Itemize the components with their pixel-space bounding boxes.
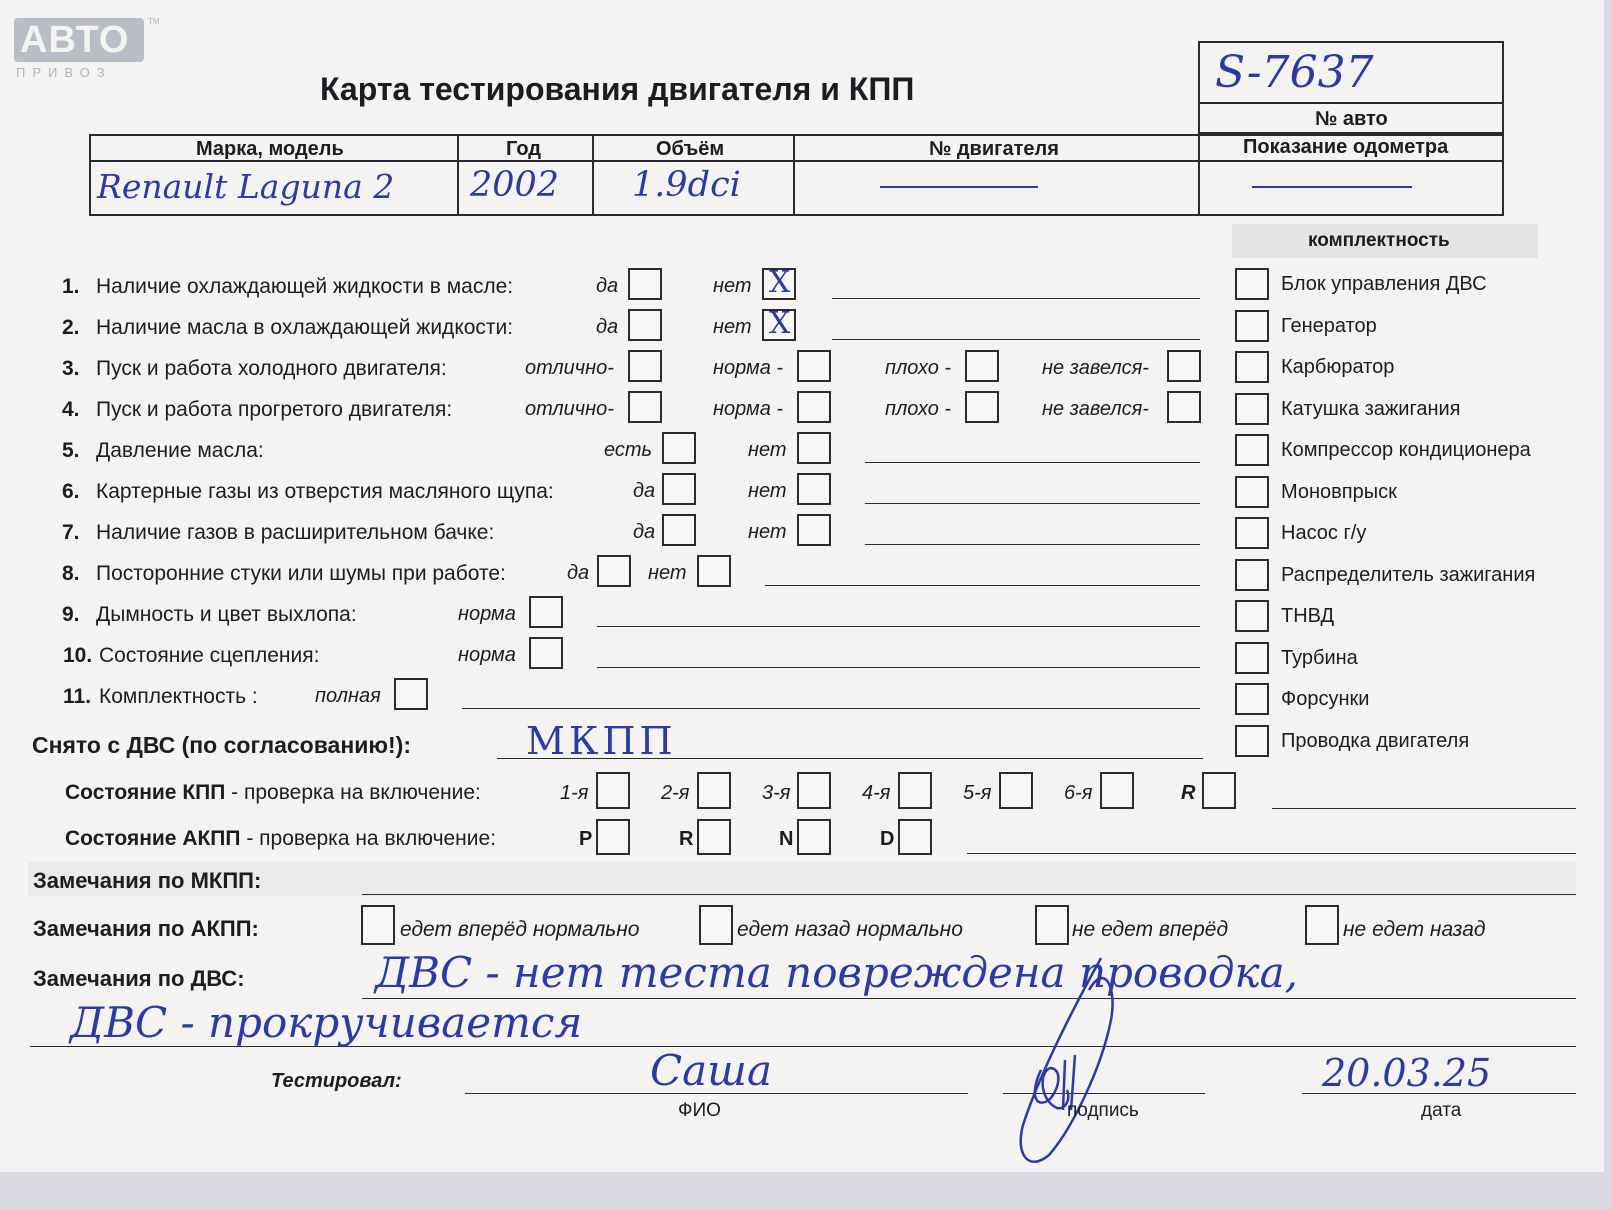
gear-label: 5-я bbox=[963, 782, 992, 804]
kpp-label-bold: Состояние КПП bbox=[65, 781, 226, 804]
option-checkbox[interactable] bbox=[628, 268, 662, 300]
item-label: Дымность и цвет выхлопа: bbox=[96, 603, 357, 626]
item-label: Картерные газы из отверстия масляного щупа: bbox=[96, 480, 554, 503]
option-label: полная bbox=[315, 685, 381, 707]
kit-checkbox[interactable] bbox=[1235, 600, 1269, 632]
kit-item-label: ТНВД bbox=[1281, 605, 1335, 627]
option-label: не завелся- bbox=[1042, 357, 1149, 379]
gear-checkbox[interactable] bbox=[999, 772, 1033, 809]
engine-number-dash bbox=[880, 186, 1038, 188]
akpp-mode-label: D bbox=[880, 828, 895, 850]
option-label: да bbox=[633, 521, 656, 543]
akpp-mode-label: P bbox=[579, 828, 593, 850]
kit-item-label: Насос г/у bbox=[1281, 522, 1367, 544]
header-value-volume: 1.9dci bbox=[632, 165, 741, 205]
option-checkbox[interactable] bbox=[797, 473, 831, 505]
option-label: да bbox=[596, 275, 619, 297]
gear-checkbox[interactable] bbox=[596, 772, 630, 809]
odometer-dash bbox=[1252, 186, 1412, 188]
item-answer-line bbox=[832, 339, 1200, 340]
option-label: отлично- bbox=[525, 357, 614, 379]
remarks-dvs-text-2: ДВС - прокручивается bbox=[70, 998, 583, 1047]
option-checkbox[interactable] bbox=[762, 306, 796, 341]
header-col-odometer: Показание одометра bbox=[1243, 136, 1449, 158]
akpp-remark-checkbox[interactable] bbox=[361, 905, 395, 945]
car-number-value: S-7637 bbox=[1215, 47, 1374, 98]
item-number: 4. bbox=[62, 398, 80, 421]
kit-item-label: Генератор bbox=[1281, 314, 1377, 337]
signature-image bbox=[1005, 950, 1145, 1170]
option-label: норма - bbox=[713, 398, 784, 420]
item-answer-line bbox=[765, 585, 1200, 586]
header-value-model: Renault Laguna 2 bbox=[97, 167, 395, 206]
item-label: Наличие масла в охлаждающей жидкости: bbox=[96, 316, 514, 339]
kit-checkbox[interactable] bbox=[1235, 725, 1269, 757]
akpp-remark-label: едет назад нормально bbox=[737, 918, 963, 941]
logo-tm: TM bbox=[148, 17, 160, 26]
item-label: Давление масла: bbox=[96, 439, 264, 462]
tested-label: Тестировал: bbox=[271, 1070, 402, 1092]
akpp-remark-label: не едет вперёд bbox=[1072, 918, 1229, 941]
header-value-year: 2002 bbox=[470, 165, 560, 205]
option-checkbox[interactable] bbox=[662, 514, 696, 546]
header-col-divider bbox=[793, 134, 795, 216]
option-checkbox[interactable] bbox=[529, 596, 563, 628]
kit-checkbox[interactable] bbox=[1235, 559, 1269, 591]
option-checkbox[interactable] bbox=[697, 555, 731, 587]
kit-item-label: Компрессор кондиционера bbox=[1281, 439, 1531, 461]
akpp-label-rest: - проверка на включение: bbox=[240, 827, 497, 850]
gear-label: R bbox=[1181, 782, 1196, 804]
kit-checkbox[interactable] bbox=[1235, 683, 1269, 715]
option-label: нет bbox=[648, 562, 687, 584]
kpp-line bbox=[1272, 808, 1576, 809]
option-checkbox[interactable] bbox=[797, 432, 831, 464]
option-checkbox[interactable] bbox=[797, 350, 831, 382]
item-number: 9. bbox=[62, 603, 80, 626]
option-label: есть bbox=[604, 439, 653, 461]
item-answer-line bbox=[865, 503, 1200, 504]
item-number: 2. bbox=[62, 316, 80, 339]
option-checkbox[interactable] bbox=[394, 678, 428, 710]
option-checkbox[interactable] bbox=[965, 391, 999, 423]
item-label: Наличие охлаждающей жидкости в масле: bbox=[96, 275, 514, 298]
kit-header: комплектность bbox=[1308, 230, 1450, 251]
option-checkbox[interactable] bbox=[662, 473, 696, 505]
option-label: норма - bbox=[713, 357, 784, 379]
kit-checkbox[interactable] bbox=[1235, 517, 1269, 549]
item-number: 8. bbox=[62, 562, 80, 585]
header-col-divider bbox=[592, 134, 594, 216]
option-label: норма bbox=[458, 644, 516, 666]
header-col-divider bbox=[1198, 134, 1200, 216]
item-number: 7. bbox=[62, 521, 80, 544]
akpp-mode-checkbox[interactable] bbox=[898, 819, 932, 855]
tested-date: 20.03.25 bbox=[1322, 1051, 1492, 1095]
item-answer-line bbox=[597, 626, 1200, 627]
check-mark: X bbox=[769, 265, 791, 300]
akpp-remark-checkbox[interactable] bbox=[699, 905, 733, 945]
gear-checkbox[interactable] bbox=[697, 772, 731, 809]
akpp-mode-label: N bbox=[779, 828, 794, 850]
item-label: Посторонние стуки или шумы при работе: bbox=[96, 562, 506, 585]
header-row-divider bbox=[89, 160, 1504, 162]
item-label: Пуск и работа холодного двигателя: bbox=[96, 357, 447, 380]
akpp-remark-checkbox[interactable] bbox=[1305, 905, 1339, 945]
car-number-divider bbox=[1198, 102, 1504, 104]
item-label: Состояние сцепления: bbox=[99, 644, 320, 667]
gear-checkbox[interactable] bbox=[1100, 772, 1134, 809]
option-checkbox[interactable] bbox=[662, 432, 696, 464]
remarks-dvs-label: Замечания по ДВС: bbox=[33, 966, 245, 991]
option-label: нет bbox=[748, 521, 787, 543]
akpp-label-bold: Состояние АКПП bbox=[65, 827, 241, 850]
option-checkbox[interactable] bbox=[529, 637, 563, 669]
kit-checkbox[interactable] bbox=[1235, 476, 1269, 508]
removed-label: Снято с ДВС (по согласованию!): bbox=[32, 732, 411, 758]
item-answer-line bbox=[832, 298, 1200, 299]
gear-label: 4-я bbox=[862, 782, 891, 804]
kit-item-label: Моновпрыск bbox=[1281, 480, 1397, 503]
gear-label: 3-я bbox=[762, 782, 791, 804]
kit-item-label: Блок управления ДВС bbox=[1281, 273, 1487, 295]
header-col-volume: Объём bbox=[656, 138, 725, 160]
tested-name: Саша bbox=[650, 1046, 773, 1095]
option-label: да bbox=[596, 316, 619, 338]
item-answer-line bbox=[865, 544, 1200, 545]
kit-item-label: Форсунки bbox=[1281, 688, 1370, 710]
akpp-line bbox=[967, 853, 1576, 854]
akpp-remark-label: едет вперёд нормально bbox=[400, 918, 640, 941]
logo-sub-text: ПРИВОЗ bbox=[16, 65, 112, 80]
date-caption: дата bbox=[1421, 1100, 1462, 1121]
option-label: плохо - bbox=[885, 357, 952, 379]
gear-checkbox[interactable] bbox=[797, 772, 831, 809]
option-checkbox[interactable] bbox=[797, 391, 831, 423]
item-number: 6. bbox=[62, 480, 80, 503]
akpp-mode-checkbox[interactable] bbox=[697, 819, 731, 855]
kit-item-label: Распределитель зажигания bbox=[1281, 563, 1536, 586]
kit-item-label: Катушка зажигания bbox=[1281, 397, 1461, 420]
gear-label: 1-я bbox=[560, 782, 589, 804]
kit-checkbox[interactable] bbox=[1235, 268, 1269, 300]
item-number: 5. bbox=[62, 439, 80, 462]
item-number: 3. bbox=[62, 357, 80, 380]
akpp-mode-checkbox[interactable] bbox=[596, 819, 630, 855]
remarks-dvs-text-1: ДВС - нет теста повреждена проводка, bbox=[375, 948, 1298, 997]
item-label: Наличие газов в расширительном бачке: bbox=[96, 521, 495, 544]
kpp-label bbox=[65, 782, 481, 803]
remarks-mkpp-line bbox=[362, 894, 1576, 895]
option-checkbox[interactable] bbox=[1167, 391, 1201, 423]
item-label: Комплектность : bbox=[99, 685, 258, 708]
gear-checkbox[interactable] bbox=[1202, 772, 1236, 809]
kit-checkbox[interactable] bbox=[1235, 642, 1269, 674]
kit-item-label: Карбюратор bbox=[1281, 356, 1395, 378]
item-number: 10. bbox=[63, 644, 93, 667]
option-checkbox[interactable] bbox=[762, 265, 796, 300]
akpp-mode-label: R bbox=[679, 828, 694, 850]
option-label: плохо - bbox=[885, 398, 952, 420]
kit-checkbox[interactable] bbox=[1235, 393, 1269, 425]
check-mark: X bbox=[769, 306, 791, 341]
gear-label: 6-я bbox=[1064, 782, 1093, 804]
logo bbox=[14, 17, 160, 82]
tested-name-caption: ФИО bbox=[678, 1100, 721, 1121]
akpp-label bbox=[65, 828, 496, 849]
kpp-label-rest: - проверка на включение: bbox=[225, 781, 481, 804]
item-label: Пуск и работа прогретого двигателя: bbox=[96, 398, 453, 421]
option-checkbox[interactable] bbox=[628, 350, 662, 382]
item-number: 11. bbox=[63, 685, 92, 708]
car-number-label: № авто bbox=[1315, 108, 1388, 130]
logo-main-text: АВТО bbox=[20, 19, 130, 61]
option-label: нет bbox=[748, 480, 787, 502]
akpp-remark-label: не едет назад bbox=[1343, 918, 1486, 941]
remarks-mkpp-label: Замечания по МКПП: bbox=[33, 868, 262, 893]
gear-checkbox[interactable] bbox=[898, 772, 932, 809]
signature-caption: подпись bbox=[1067, 1100, 1139, 1121]
option-checkbox[interactable] bbox=[965, 350, 999, 382]
option-label: нет bbox=[713, 275, 752, 297]
header-col-model: Марка, модель bbox=[196, 138, 344, 160]
gear-label: 2-я bbox=[661, 782, 690, 804]
kit-item-label: Проводка двигателя bbox=[1281, 729, 1470, 752]
kit-checkbox[interactable] bbox=[1235, 351, 1269, 383]
option-checkbox[interactable] bbox=[628, 391, 662, 423]
kit-checkbox[interactable] bbox=[1235, 310, 1269, 342]
removed-value: МКПП bbox=[526, 719, 677, 763]
option-checkbox[interactable] bbox=[797, 514, 831, 546]
header-col-engine-number: № двигателя bbox=[929, 138, 1059, 160]
option-label: нет bbox=[713, 316, 752, 338]
item-answer-line bbox=[462, 708, 1200, 709]
option-label: норма bbox=[458, 603, 516, 625]
akpp-remark-checkbox[interactable] bbox=[1035, 905, 1069, 945]
option-label: отлично- bbox=[525, 398, 614, 420]
item-number: 1. bbox=[62, 275, 80, 298]
item-answer-line bbox=[597, 667, 1200, 668]
header-col-divider bbox=[457, 134, 459, 216]
option-label: нет bbox=[748, 439, 787, 461]
akpp-mode-checkbox[interactable] bbox=[797, 819, 831, 855]
header-col-year: Год bbox=[506, 138, 541, 160]
item-answer-line bbox=[865, 462, 1200, 463]
option-checkbox[interactable] bbox=[597, 555, 631, 587]
remarks-akpp-label: Замечания по АКПП: bbox=[33, 916, 259, 941]
option-label: да bbox=[633, 480, 656, 502]
option-checkbox[interactable] bbox=[1167, 350, 1201, 382]
option-label: не завелся- bbox=[1042, 398, 1149, 420]
page-title: Карта тестирования двигателя и КПП bbox=[320, 71, 915, 107]
kit-checkbox[interactable] bbox=[1235, 434, 1269, 466]
option-label: да bbox=[567, 562, 590, 584]
option-checkbox[interactable] bbox=[628, 309, 662, 341]
kit-item-label: Турбина bbox=[1281, 646, 1358, 669]
